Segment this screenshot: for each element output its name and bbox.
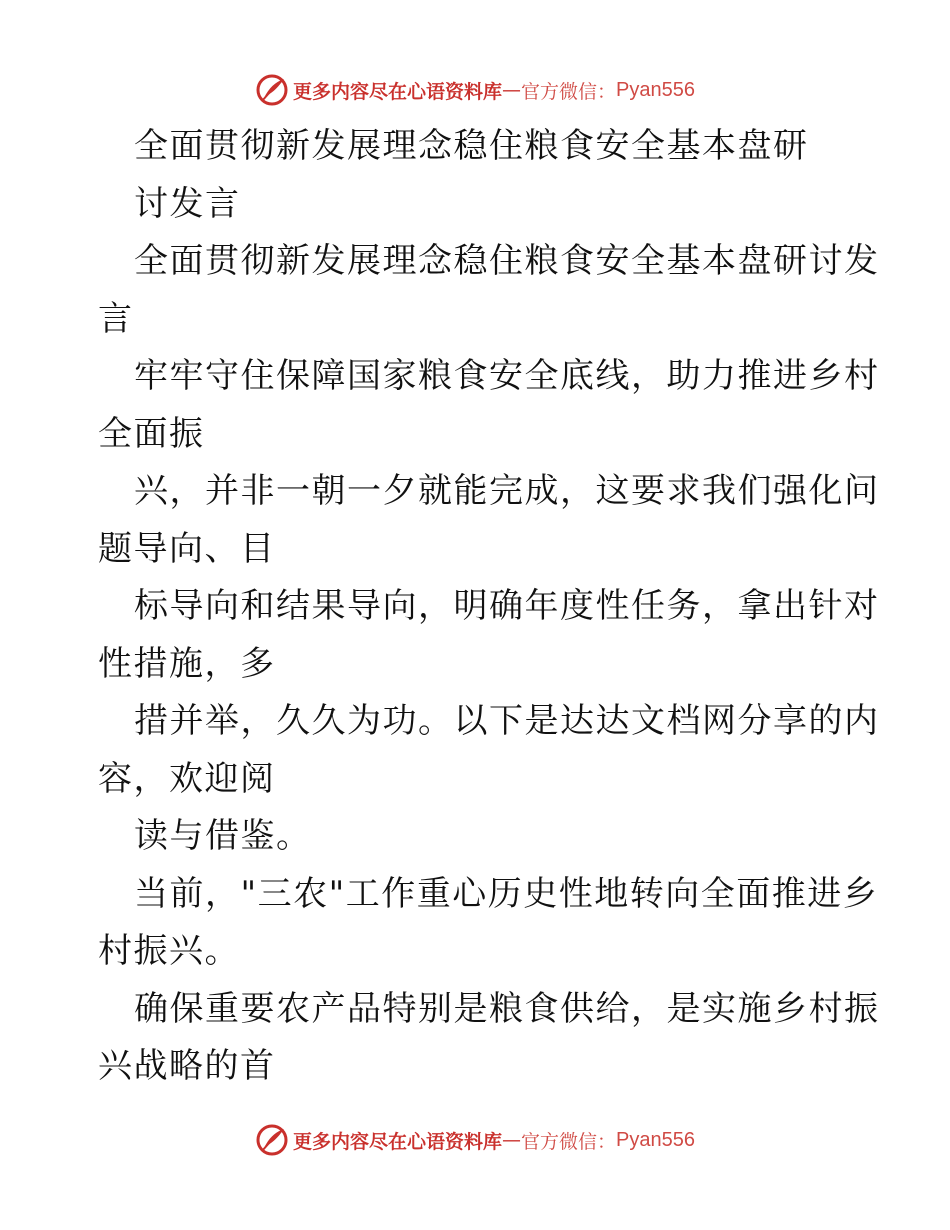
paragraph-line: 全面贯彻新发展理念稳住粮食安全基本盘研讨发 bbox=[134, 241, 880, 281]
paragraph-line: 村振兴。 bbox=[98, 931, 240, 971]
banner-wechat-id: Pyan556 bbox=[616, 78, 695, 101]
footer-banner bbox=[0, 1120, 950, 1160]
paragraph-line: 言 bbox=[98, 298, 134, 339]
banner-dash: — bbox=[502, 79, 522, 101]
paragraph-line: 全面振 bbox=[98, 413, 205, 454]
paragraph-line: 兴战略的首 bbox=[98, 1046, 276, 1086]
paragraph-line: 措并举，久久为功。以下是达达文档网分享的内 bbox=[134, 701, 880, 741]
banner-wechat-label: 官方微信： bbox=[521, 80, 617, 103]
banner-brand-text: 更多内容尽在心语资料库 bbox=[293, 1130, 503, 1153]
paragraph-line: 标导向和结果导向，明确年度性任务，拿出针对 bbox=[134, 586, 880, 626]
paragraph-line: 性措施，多 bbox=[98, 643, 276, 684]
document-body bbox=[98, 118, 880, 1096]
paragraph-line: 确保重要农产品特别是粮食供给，是实施乡村振 bbox=[134, 988, 880, 1029]
paragraph-line: 当前，"三农"工作重心历史性地转向全面推进乡 bbox=[134, 873, 879, 914]
banner-dash: — bbox=[502, 1129, 522, 1151]
paragraph-line: 牢牢守住保障国家粮食安全底线，助力推进乡村 bbox=[134, 356, 880, 396]
banner-wechat-id: Pyan556 bbox=[616, 1128, 695, 1151]
title-line-1: 全面贯彻新发展理念稳住粮食安全基本盘研 bbox=[134, 126, 809, 166]
paragraph-line: 容，欢迎阅 bbox=[98, 758, 276, 799]
feather-logo-icon bbox=[255, 1123, 289, 1157]
header-banner bbox=[0, 70, 950, 110]
paragraph-line: 题导向、目 bbox=[98, 528, 276, 569]
banner-wechat-label: 官方微信： bbox=[521, 1130, 617, 1153]
banner-brand-text: 更多内容尽在心语资料库 bbox=[293, 80, 503, 103]
feather-logo-icon bbox=[255, 73, 289, 107]
paragraph-line: 兴，并非一朝一夕就能完成，这要求我们强化问 bbox=[134, 471, 880, 511]
title-line-2: 讨发言 bbox=[134, 183, 241, 224]
paragraph-line: 读与借鉴。 bbox=[134, 816, 312, 856]
